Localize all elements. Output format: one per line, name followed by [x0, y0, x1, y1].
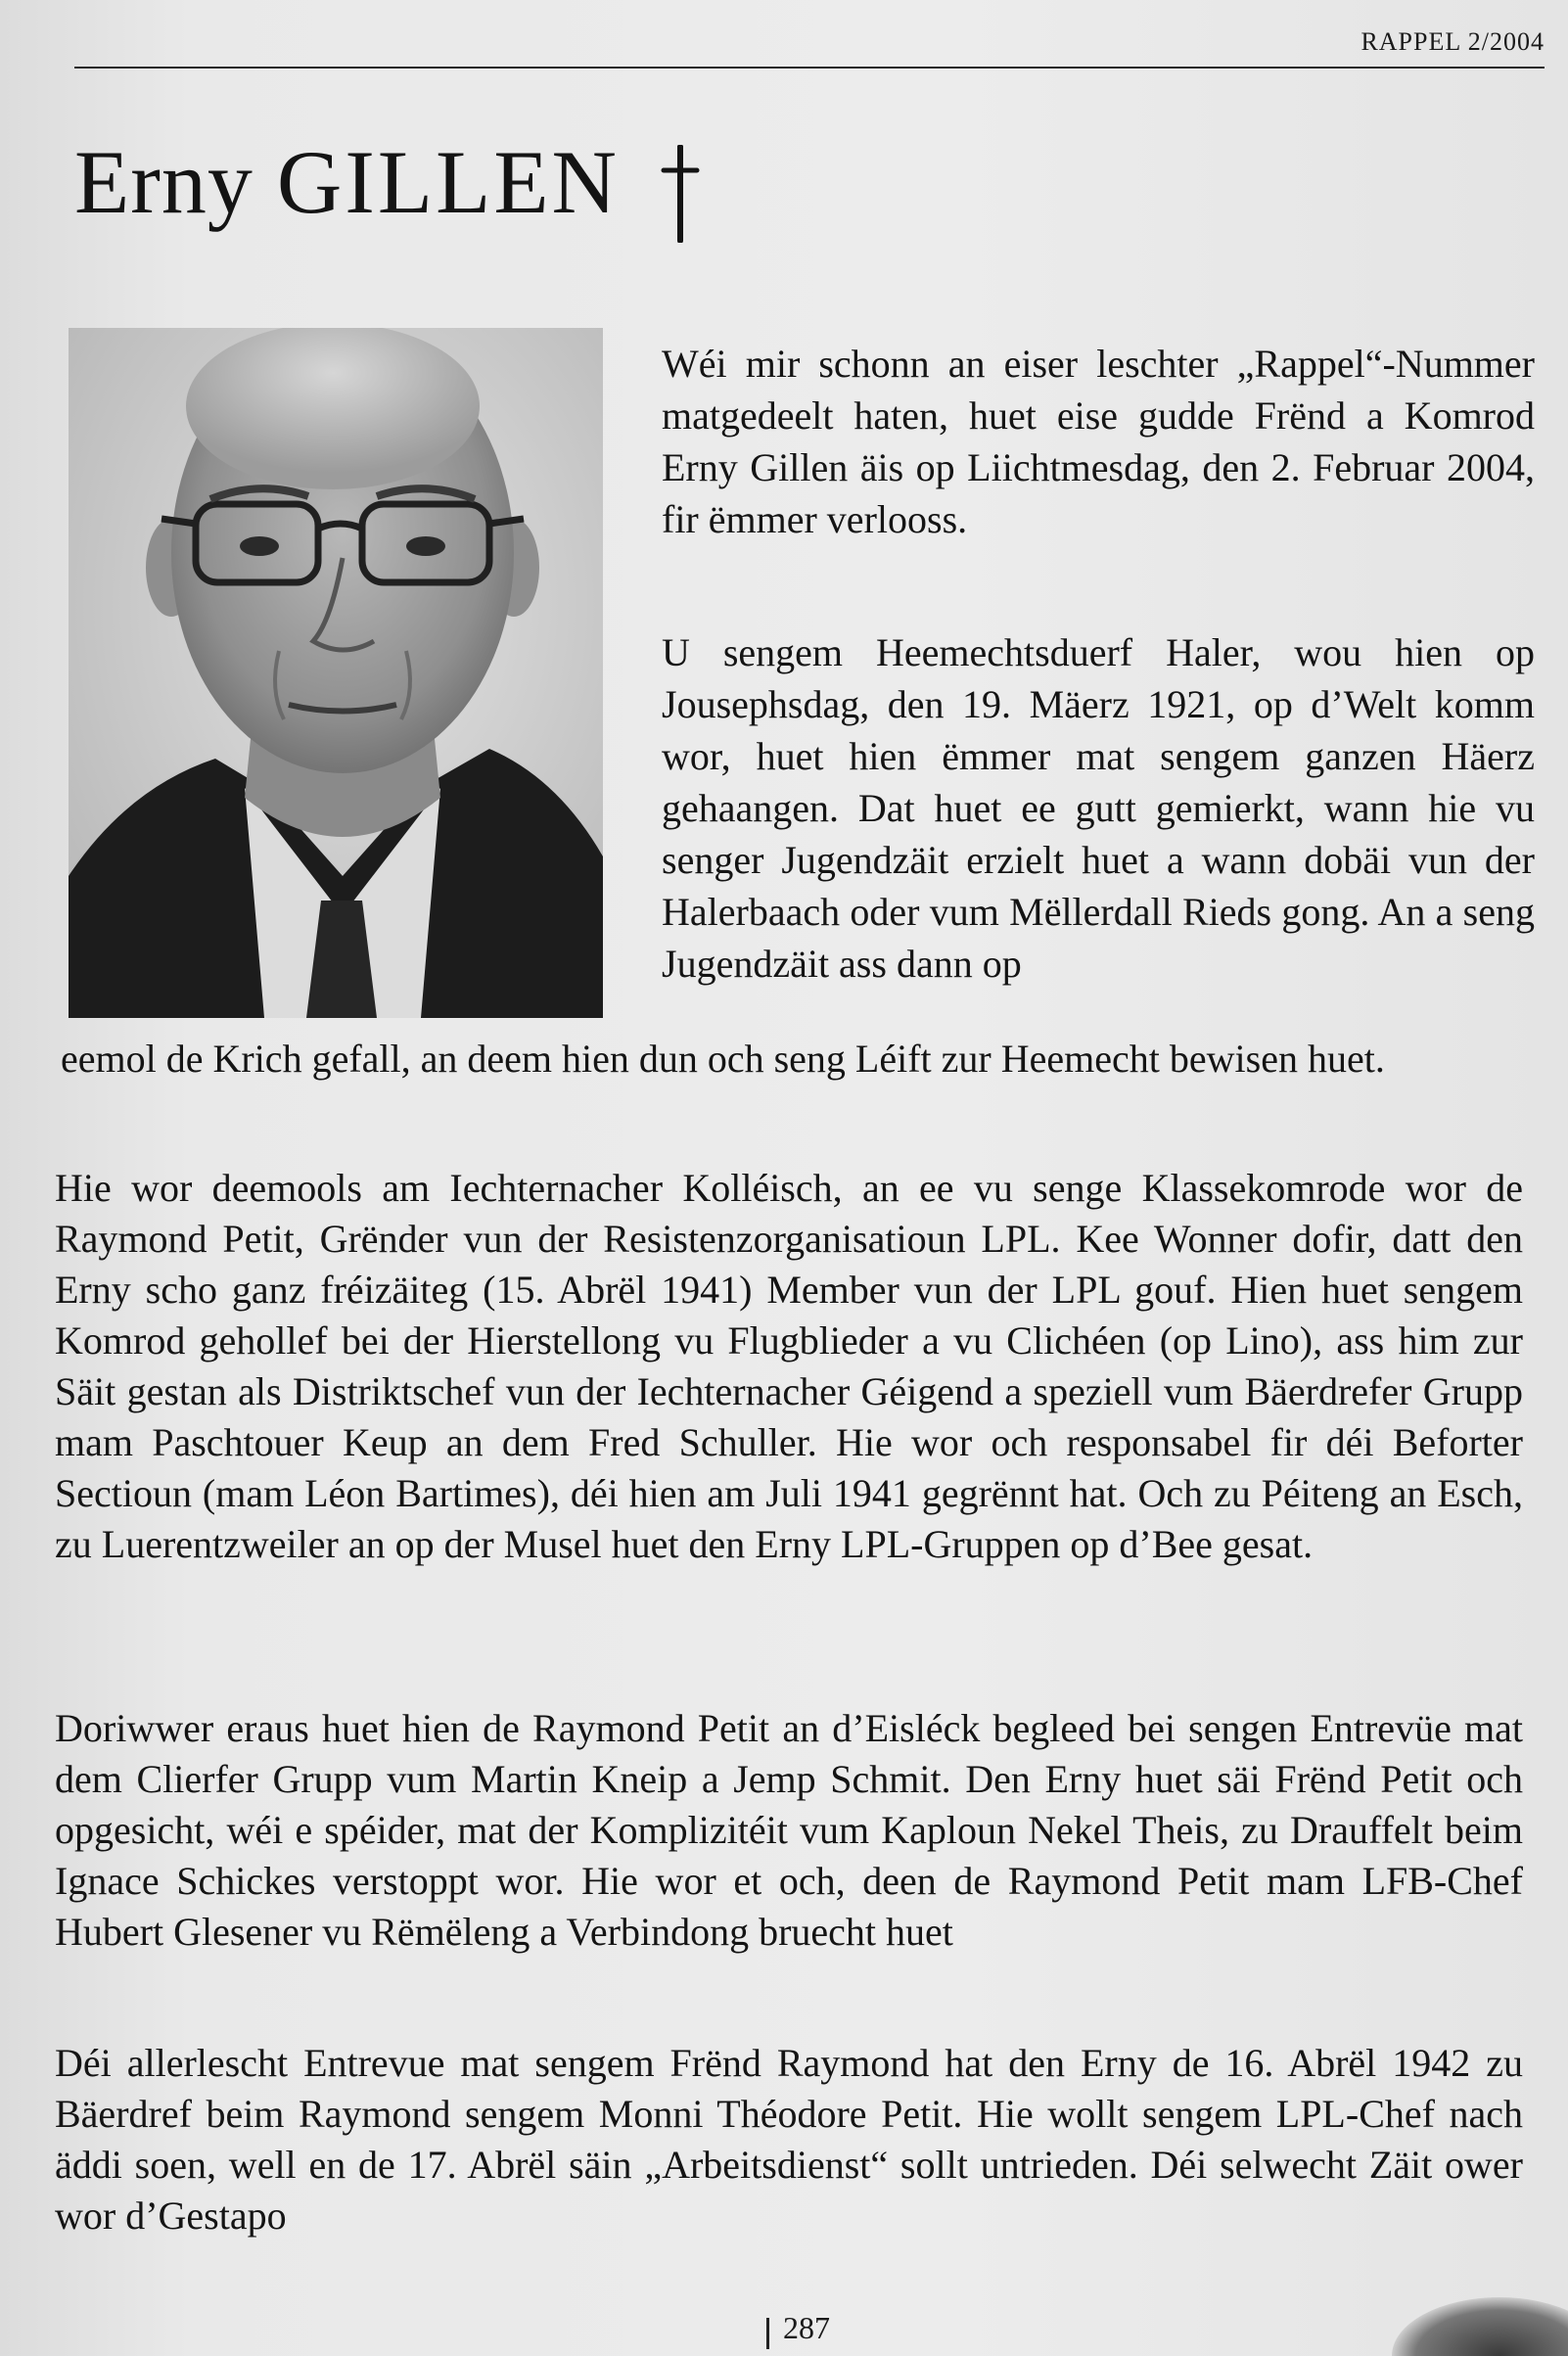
- page-number: 287: [783, 2310, 830, 2345]
- portrait-photo: [69, 328, 603, 1018]
- latin-cross-icon: [656, 145, 705, 243]
- paragraph-intro: Wéi mir schonn an eiser leschter „Rappel“-Nummer matgedeelt haten, huet eise gudde Frënd a Komrod Erny Gillen äis op Liichtmesdag, den 2. Februar 2004, fir ëmmer verlooss.: [662, 342, 1535, 541]
- paragraph-last-meeting: Déi allerlescht Entrevue mat sengem Frënd Raymond hat den Erny de 16. Abrël 1942 zu Bäerdref beim Raymond sengem Monni Théodore Petit. Hie wollt sengem LPL-Chef nach äddi soen, well en de 17. Abrël säin „Arbeitsdienst“ sollt untrieden. Déi selwecht Zäit ower wor d’Gestapo: [55, 2041, 1523, 2238]
- article-title: [74, 132, 620, 232]
- portrait-illustration: [69, 328, 603, 1018]
- title-last-name: GILLEN: [276, 132, 620, 232]
- paragraph-eislek: Doriwwer eraus huet hien de Raymond Petit an d’Eisléck begleed bei sengen Entrevüe mat dem Clierfer Grupp vum Martin Kneip a Jemp Schmit. Den Erny huet säi Frënd Petit och opgesicht, wéi e spéider, mat der Komplizitéit vum Kaploun Nekel Theis, zu Drauffelt beim Ignace Schickes verstoppt wor. Hie wor et och, deen de Raymond Petit mam LFB-Chef Hubert Glesener vu Rëmëleng a Verbindong bruecht huet: [55, 1706, 1523, 1954]
- paragraph-homeland-continued: eemol de Krich gefall, an deem hien dun och seng Léift zur Heemecht bewisen huet.: [61, 1037, 1385, 1081]
- header-rule: [74, 67, 1545, 69]
- folio-rule: [766, 2318, 769, 2349]
- paragraph-resistance: Hie wor deemools am Iechternacher Kolléisch, an ee vu senge Klassekomrode wor de Raymond Petit, Grënder vun der Resistenzorganisatioun LPL. Kee Wonner dofir, datt den Erny scho ganz fréizäiteg (15. Abrël 1941) Member vun der LPL gouf. Hien huet sengem Komrod gehollef bei der Hierstellong vu Flugblieder a vu Clichéen (op Lino), ass him zur Säit gestan als Distriktschef vun der Iechternacher Géigend a speziell vum Bäerdrefer Grupp mam Paschtouer Keup an dem Fred Schuller. Hie wor och responsabel fir déi Beforter Sectioun (mam Léon Bartimes), déi hien am Juli 1941 gegrënnt hat. Och zu Péiteng an Esch, zu Luerentzweiler an op der Musel huet den Erny LPL-Gruppen op d’Bee gesat.: [55, 1166, 1523, 1566]
- paragraph-homeland: U sengem Heemechtsduerf Haler, wou hien op Jousephsdag, den 19. Mäerz 1921, op d’Welt komm wor, huet hien ëmmer mat sengem ganzen Häerz gehaangen. Dat huet ee gutt gemierkt, wann hie vu senger Jugendzäit erzielt huet a wann dobäi vun der Halerbaach oder vum Mëllerdall Rieds gong. An a seng Jugendzäit ass dann op: [662, 630, 1535, 986]
- page-corner-shadow: [1392, 2297, 1568, 2356]
- title-first-name: Erny: [74, 132, 277, 232]
- running-title: RAPPEL 2/2004: [1360, 27, 1545, 56]
